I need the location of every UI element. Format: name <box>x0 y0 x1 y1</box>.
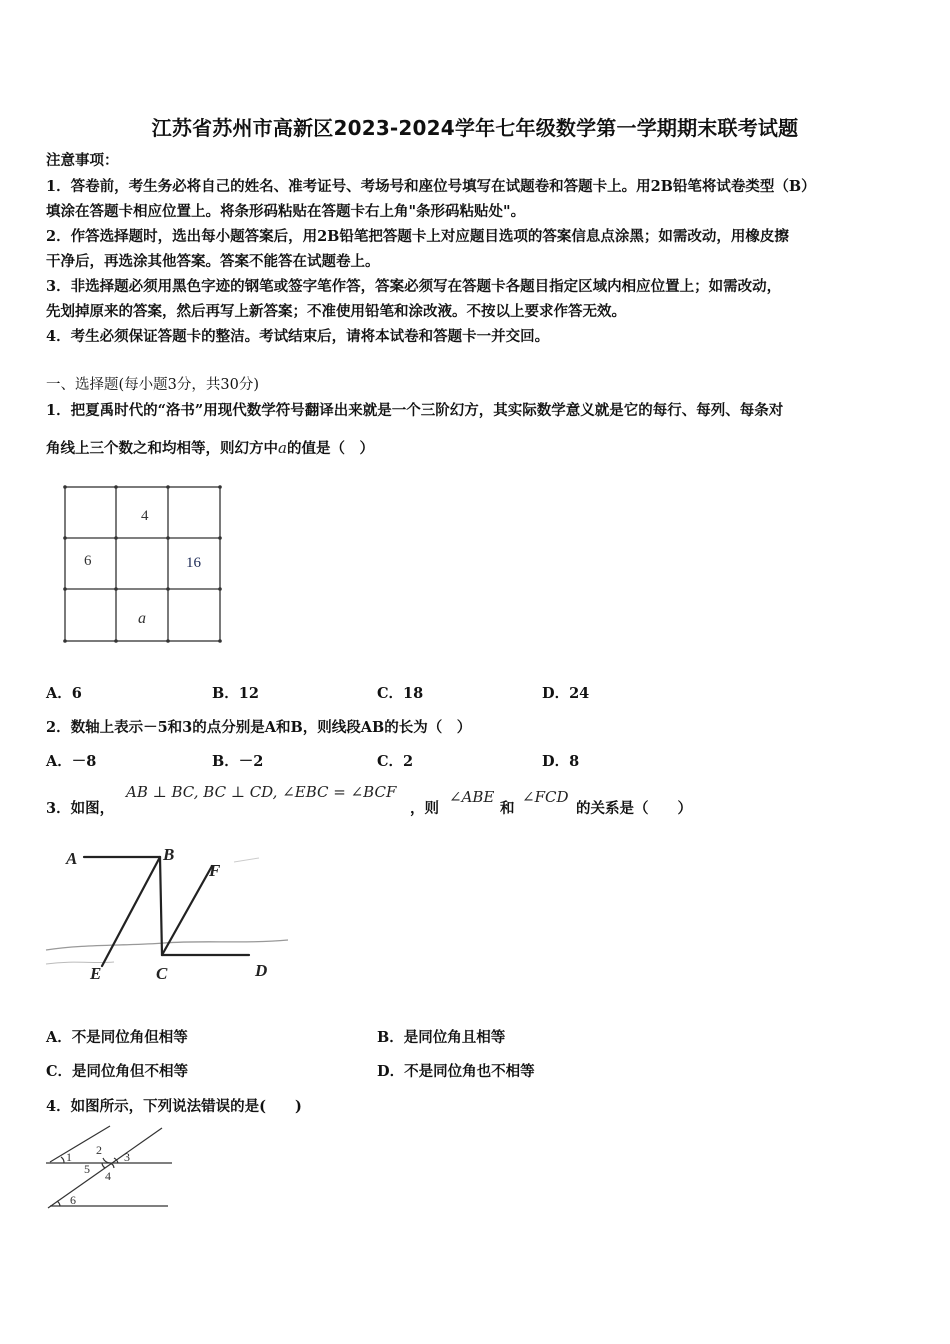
q2-stem: 2．数轴上表示－5和3的点分别是A和B，则线段AB的长为（ ） <box>46 719 472 736</box>
q4-label-4: 4 <box>105 1169 111 1183</box>
q4-label-3: 3 <box>124 1150 130 1164</box>
q4-label-2: 2 <box>96 1143 102 1157</box>
notice-line: 1．答卷前，考生务必将自己的姓名、准考证号、考场号和座位号填写在试题卷和答题卡上。用2B铅笔将试卷类型（B） <box>46 178 816 195</box>
q1-option-b[interactable]: B．12 <box>212 685 259 702</box>
magic-square-figure <box>60 482 226 646</box>
q3-label-a: A <box>66 849 78 868</box>
notice-line: 填涂在答题卡相应位置上。将条形码粘贴在答题卡右上角"条形码粘贴处"。 <box>46 203 526 220</box>
grid-cell-top-mid: 4 <box>141 508 149 524</box>
q1-stem-text: 角线上三个数之和均相等，则幻方中 <box>46 440 278 457</box>
q1-variable: a <box>278 439 287 457</box>
q1-option-c[interactable]: C．18 <box>377 685 424 702</box>
q3-option-c[interactable]: C．是同位角但不相等 <box>46 1063 189 1080</box>
q3-angle-abe: ∠ABE <box>449 788 495 806</box>
q2-option-b[interactable]: B．－2 <box>212 753 264 770</box>
q4-figure <box>44 1122 178 1212</box>
q3-label-f: F <box>209 861 221 880</box>
notice-line: 4．考生必须保证答题卡的整洁。考试结束后，请将本试卷和答题卡一并交回。 <box>46 328 550 345</box>
q3-figure <box>44 840 290 988</box>
grid-cell-mid-right: 16 <box>186 555 201 571</box>
notice-line: 先划掉原来的答案，然后再写上新答案；不准使用铅笔和涂改液。不按以上要求作答无效。 <box>46 303 626 320</box>
q1-stem-text: 的值是（ ） <box>286 440 374 457</box>
grid-cell-bot-mid: a <box>138 610 146 627</box>
q3-option-b[interactable]: B．是同位角且相等 <box>377 1029 506 1046</box>
q4-label-6: 6 <box>70 1193 76 1207</box>
q2-option-a[interactable]: A．－8 <box>46 753 97 770</box>
q3-text: ，则 <box>410 800 439 817</box>
q1-option-d[interactable]: D．24 <box>542 685 590 702</box>
q3-condition: AB ⊥ BC, BC ⊥ CD, ∠EBC = ∠BCF <box>126 783 397 801</box>
q3-label-d: D <box>255 961 268 980</box>
q2-option-d[interactable]: D．8 <box>542 753 580 770</box>
notice-line: 干净后，再选涂其他答案。答案不能答在试题卷上。 <box>46 253 380 270</box>
q3-option-a[interactable]: A．不是同位角但相等 <box>46 1029 188 1046</box>
q3-label-b: B <box>163 845 175 864</box>
q3-prefix: 3．如图， <box>46 800 115 817</box>
notice-line: 2．作答选择题时，选出每小题答案后，用2B铅笔把答题卡上对应题目选项的答案信息点涂黑；如需改动，用橡皮擦 <box>46 228 789 245</box>
notice-heading: 注意事项： <box>46 152 119 169</box>
q3-label-e: E <box>90 964 102 983</box>
q2-option-c[interactable]: C．2 <box>377 753 414 770</box>
q3-angle-fcd: ∠FCD <box>522 788 569 806</box>
q1-stem-line1: 1．把夏禹时代的“洛书”用现代数学符号翻译出来就是一个三阶幻方，其实际数学意义就是它的每行、每列、每条对 <box>46 402 784 419</box>
q4-label-1: 1 <box>66 1150 72 1164</box>
section-heading: 一、选择题(每小题3分，共30分) <box>46 377 259 393</box>
grid-cell-mid-left: 6 <box>84 553 92 569</box>
q3-label-c: C <box>156 964 168 983</box>
q3-option-d[interactable]: D．不是同位角也不相等 <box>377 1063 535 1080</box>
q3-text: 和 <box>500 800 515 817</box>
q4-stem: 4．如图所示，下列说法错误的是( ) <box>46 1098 302 1115</box>
q1-option-a[interactable]: A．6 <box>46 685 82 702</box>
q4-label-5: 5 <box>84 1162 90 1176</box>
q3-suffix: 的关系是（ ） <box>576 800 692 817</box>
q1-stem-line2 <box>46 436 374 461</box>
exam-title: 江苏省苏州市高新区2023-2024学年七年级数学第一学期期末联考试题 <box>151 116 799 140</box>
notice-line: 3．非选择题必须用黑色字迹的钢笔或签字笔作答，答案必须写在答题卡各题目指定区域内相应位置上；如需改动， <box>46 278 782 295</box>
